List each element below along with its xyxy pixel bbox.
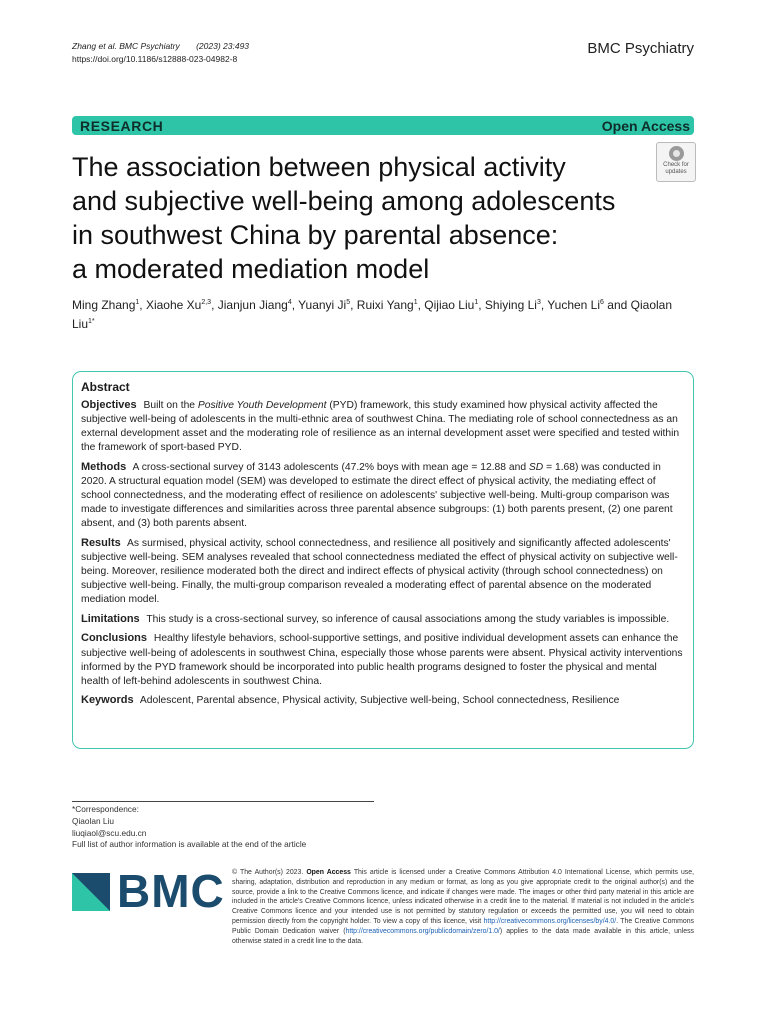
journal-name: BMC Psychiatry <box>587 40 694 57</box>
author-list: Ming Zhang$^1$, Xiaohe Xu$^{2,3}$, Jianjun Jiang$^4$, Yuanyi Ji$^5$, Ruixi Yang$^1$, Qijiao Liu$^1$, Shiying Li$^3$, Yuchen Li$^6$ and Qiaolan Liu$^{1*}$ <box>72 298 673 331</box>
abstract-box <box>72 371 694 749</box>
citation-line <box>72 40 249 53</box>
abstract-methods: Methods A cross-sectional survey of 3143 adolescents (47.2% boys with mean age = 12.88 and SD = 1.68) was conducted in 2020. A structural equation model (SEM) was developed to estimate the direct effect of physical activity, the mediating effect of school connectedness, and the moderating effect of resilience on adolescents' subjective well-being. Multi-group comparison was made to investigate differences and similarities across three parental absence subgroups: (1) both parents present, (2) one parent absent, and (3) both parents absent. <box>81 460 673 530</box>
correspondence-name: Qiaolan Liu <box>72 815 114 826</box>
footnote-divider <box>72 801 374 802</box>
abstract-conclusions: Conclusions Healthy lifestyle behaviors, school-supportive settings, and positive individual development assets can enhance the subjective well-being of adolescents in southwest China, especially those whose parents were absent. Physical activity interventions informed by the PYD framework should be incorporated into public health programs designed to foster the physical and mental health of left-behind adolescents in southwest China. <box>81 632 683 687</box>
title-line: The association between physical activity <box>72 152 566 182</box>
public-domain-link[interactable]: http://creativecommons.org/publicdomain/zero/1.0/ <box>345 927 500 935</box>
open-access-label: Open Access <box>601 117 690 134</box>
article-title <box>72 150 662 286</box>
author-affiliation: 4 <box>287 299 292 306</box>
author-affiliation: 1 <box>474 299 479 306</box>
abstract-heading: Abstract <box>81 380 130 394</box>
license-open-access: Open Access <box>306 869 351 876</box>
author-affiliation: 1 <box>413 299 418 306</box>
title-line: in southwest China by parental absence: <box>72 220 559 250</box>
license-link[interactable]: http://creativecommons.org/licenses/by/4.0/ <box>483 917 617 925</box>
check-for-updates-badge[interactable] <box>656 142 696 182</box>
author-affiliation: 3 <box>536 299 541 306</box>
correspondence-email[interactable]: liuqiaol@scu.edu.cn <box>72 827 147 838</box>
author-name[interactable]: Xiaohe Xu <box>145 298 202 312</box>
bmc-logo-text: BMC <box>117 865 225 917</box>
title-line: a moderated mediation model <box>72 254 430 284</box>
author-name[interactable]: Ruixi Yang <box>356 298 414 312</box>
abstract-results: Results As surmised, physical activity, school connectedness, and resilience all positively and significantly affected adolescents' subjective well-being. SEM analyses revealed that school connectedness mediated the effect of physical activity on subjective well-being. Moreover, resilience moderated both the direct and indirect effects of physical activity (through school connectedness) on subjective well-being. Finally, the multi-group comparison revealed a moderating effect of parental absence on the moderated mediation model. <box>81 536 678 606</box>
author-name[interactable]: Yuchen Li <box>547 298 601 312</box>
abstract-objectives: Objectives Built on the Positive Youth Development (PYD) framework, this study examined how physical activity affected the subjective well-being of adolescents in the multi-ethnic area of southwest China. The mediating role of school connectedness as an external development asset and the moderating role of resilience as an internal development asset were specified and tested within the framework of sport-based PYD. <box>81 399 680 454</box>
article-type-label: RESEARCH <box>80 117 164 134</box>
correspondence-label: *Correspondence: <box>72 804 139 814</box>
author-name[interactable]: Qiaolan Liu <box>72 298 673 331</box>
title-line: and subjective well-being among adolescents <box>72 186 616 216</box>
abstract-limitations: Limitations This study is a cross-sectional survey, so inference of causal associations among the study variables is impossible. <box>81 612 670 625</box>
author-affiliation: 1* <box>88 318 95 325</box>
author-affiliation: 2,3 <box>201 299 212 306</box>
author-name[interactable]: Yuanyi Ji <box>298 298 347 312</box>
citation-year: (2023) 23:493 <box>196 41 250 51</box>
author-name[interactable]: Jianjun Jiang <box>217 298 288 312</box>
author-name[interactable]: Shiying Li <box>484 298 537 312</box>
correspondence-block <box>72 804 306 851</box>
bmc-logo-mark-icon <box>72 873 110 911</box>
abstract-keywords: Keywords Adolescent, Parental absence, Physical activity, Subjective well-being, School connectedness, Resilience <box>81 694 620 707</box>
doi-link[interactable]: https://doi.org/10.1186/s12888-023-04982-8 <box>72 54 238 64</box>
license-text: © The Author(s) 2023. Open Access This article is licensed under a Creative Commons Attribution 4.0 International License, which permits use, sharing, adaptation, distribution and reproduction in any medium or format, as long as you give appropriate credit to the original author(s) and the source, provide a link to the Creative Commons licence, and indicate if changes were made. The images or other third party material in this article are included in the article's Creative Commons licence, unless indicated otherwise in a credit line to the material. If material is not included in the article's Creative Commons licence and your intended use is not permitted by statutory regulation or exceeds the permitted use, you will need to obtain permission directly from the copyright holder. To view a copy of this licence, visit http://creativecommons.org/licenses/by/4.0/. The Creative Commons Public Domain Dedication waiver (http://creativecommons.org/publicdomain/zero/1.0/) applies to the data made available in this article, unless otherwise stated in a credit line to the data. <box>232 869 695 945</box>
citation-authors: Zhang et al. BMC Psychiatry <box>72 41 180 51</box>
author-affiliation: 1 <box>135 299 140 306</box>
affiliation-note: Full list of author information is available at the end of the article <box>72 839 307 850</box>
section-banner <box>72 116 694 135</box>
check-for-updates-icon <box>669 146 684 161</box>
check-for-updates-text: Check for updates <box>663 162 689 175</box>
author-name[interactable]: Qijiao Liu <box>424 298 475 312</box>
author-conjunction: and <box>607 298 628 312</box>
author-name[interactable]: Ming Zhang <box>72 298 136 312</box>
author-affiliation: 5 <box>346 299 351 306</box>
author-affiliation: 6 <box>600 299 604 306</box>
